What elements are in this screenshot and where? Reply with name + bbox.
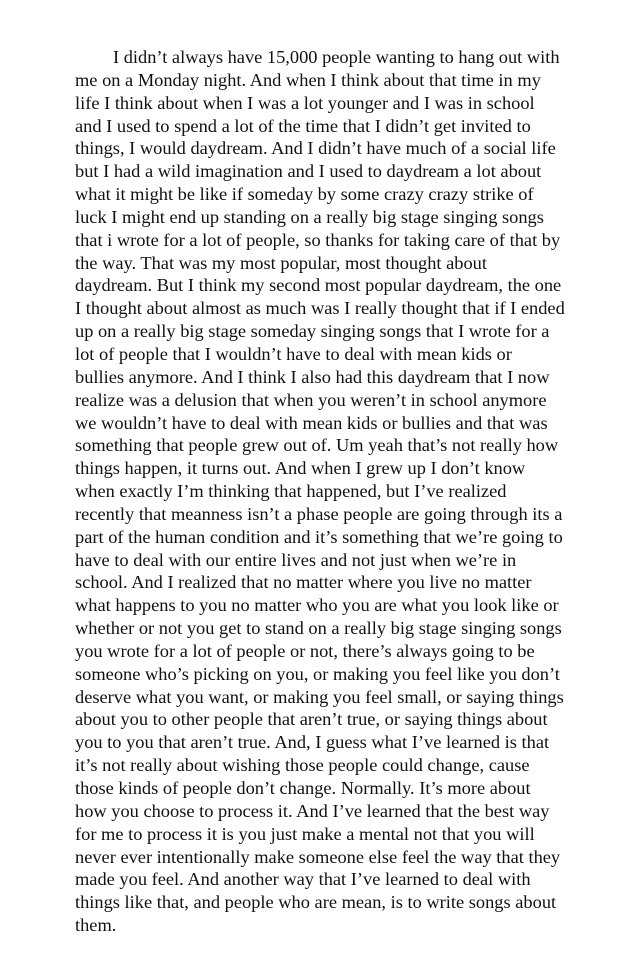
body-paragraph: I didn’t always have 15,000 people wanting to hang out with me on a Monday night. And when I think about that time in my life I think about when I was a lot younger and I was in school and I used to spend a lot of the time that I didn’t get invited to things, I would daydream. And I didn’t have much of a social life but I had a wild imagination and I used to daydream a lot about what it might be like if someday by some crazy crazy strike of luck I might end up standing on a really big stage singing songs that i wrote for a lot of people, so thanks for taking care of that by the way. That was my most popular, most thought about daydream. But I think my second most popular daydream, the one I thought about almost as much was I really thought that if I ended up on a really big stage someday singing songs that I wrote for a lot of people that I wouldn’t have to deal with mean kids or bullies anymore. And I think I also had this daydream that I now realize was a delusion that when you weren’t in school anymore we wouldn’t have to deal with mean kids or bullies and that was something that people grew out of. Um yeah that’s not really how things happen, it turns out. And when I grew up I don’t know when exactly I’m thinking that happened, but I’ve realized recently that meanness isn’t a phase people are going through its a part of the human condition and it’s something that we’re going to have to deal with our entire lives and not just when we’re in school. And I realized that no matter where you live no matter what happens to you no matter who you are what you look like or whether or not you get to stand on a really big stage singing songs you wrote for a lot of people or not, there’s always going to be someone who’s picking on you, or making you feel like you don’t deserve what you want, or making you feel small, or saying things about you to other people that aren’t true, or saying things about you to you that aren’t true. And, I guess what I’ve learned is that it’s not really about wishing those people could change, cause those kinds of people don’t change. Normally. It’s more about how you choose to process it. And I’ve learned that the best way for me to process it is you just make a mental not that you will never ever intentionally make someone else feel the way that they made you feel. And another way that I’ve learned to deal with things like that, and people who are mean, is to write songs about them. xyxy=(75,47,565,936)
